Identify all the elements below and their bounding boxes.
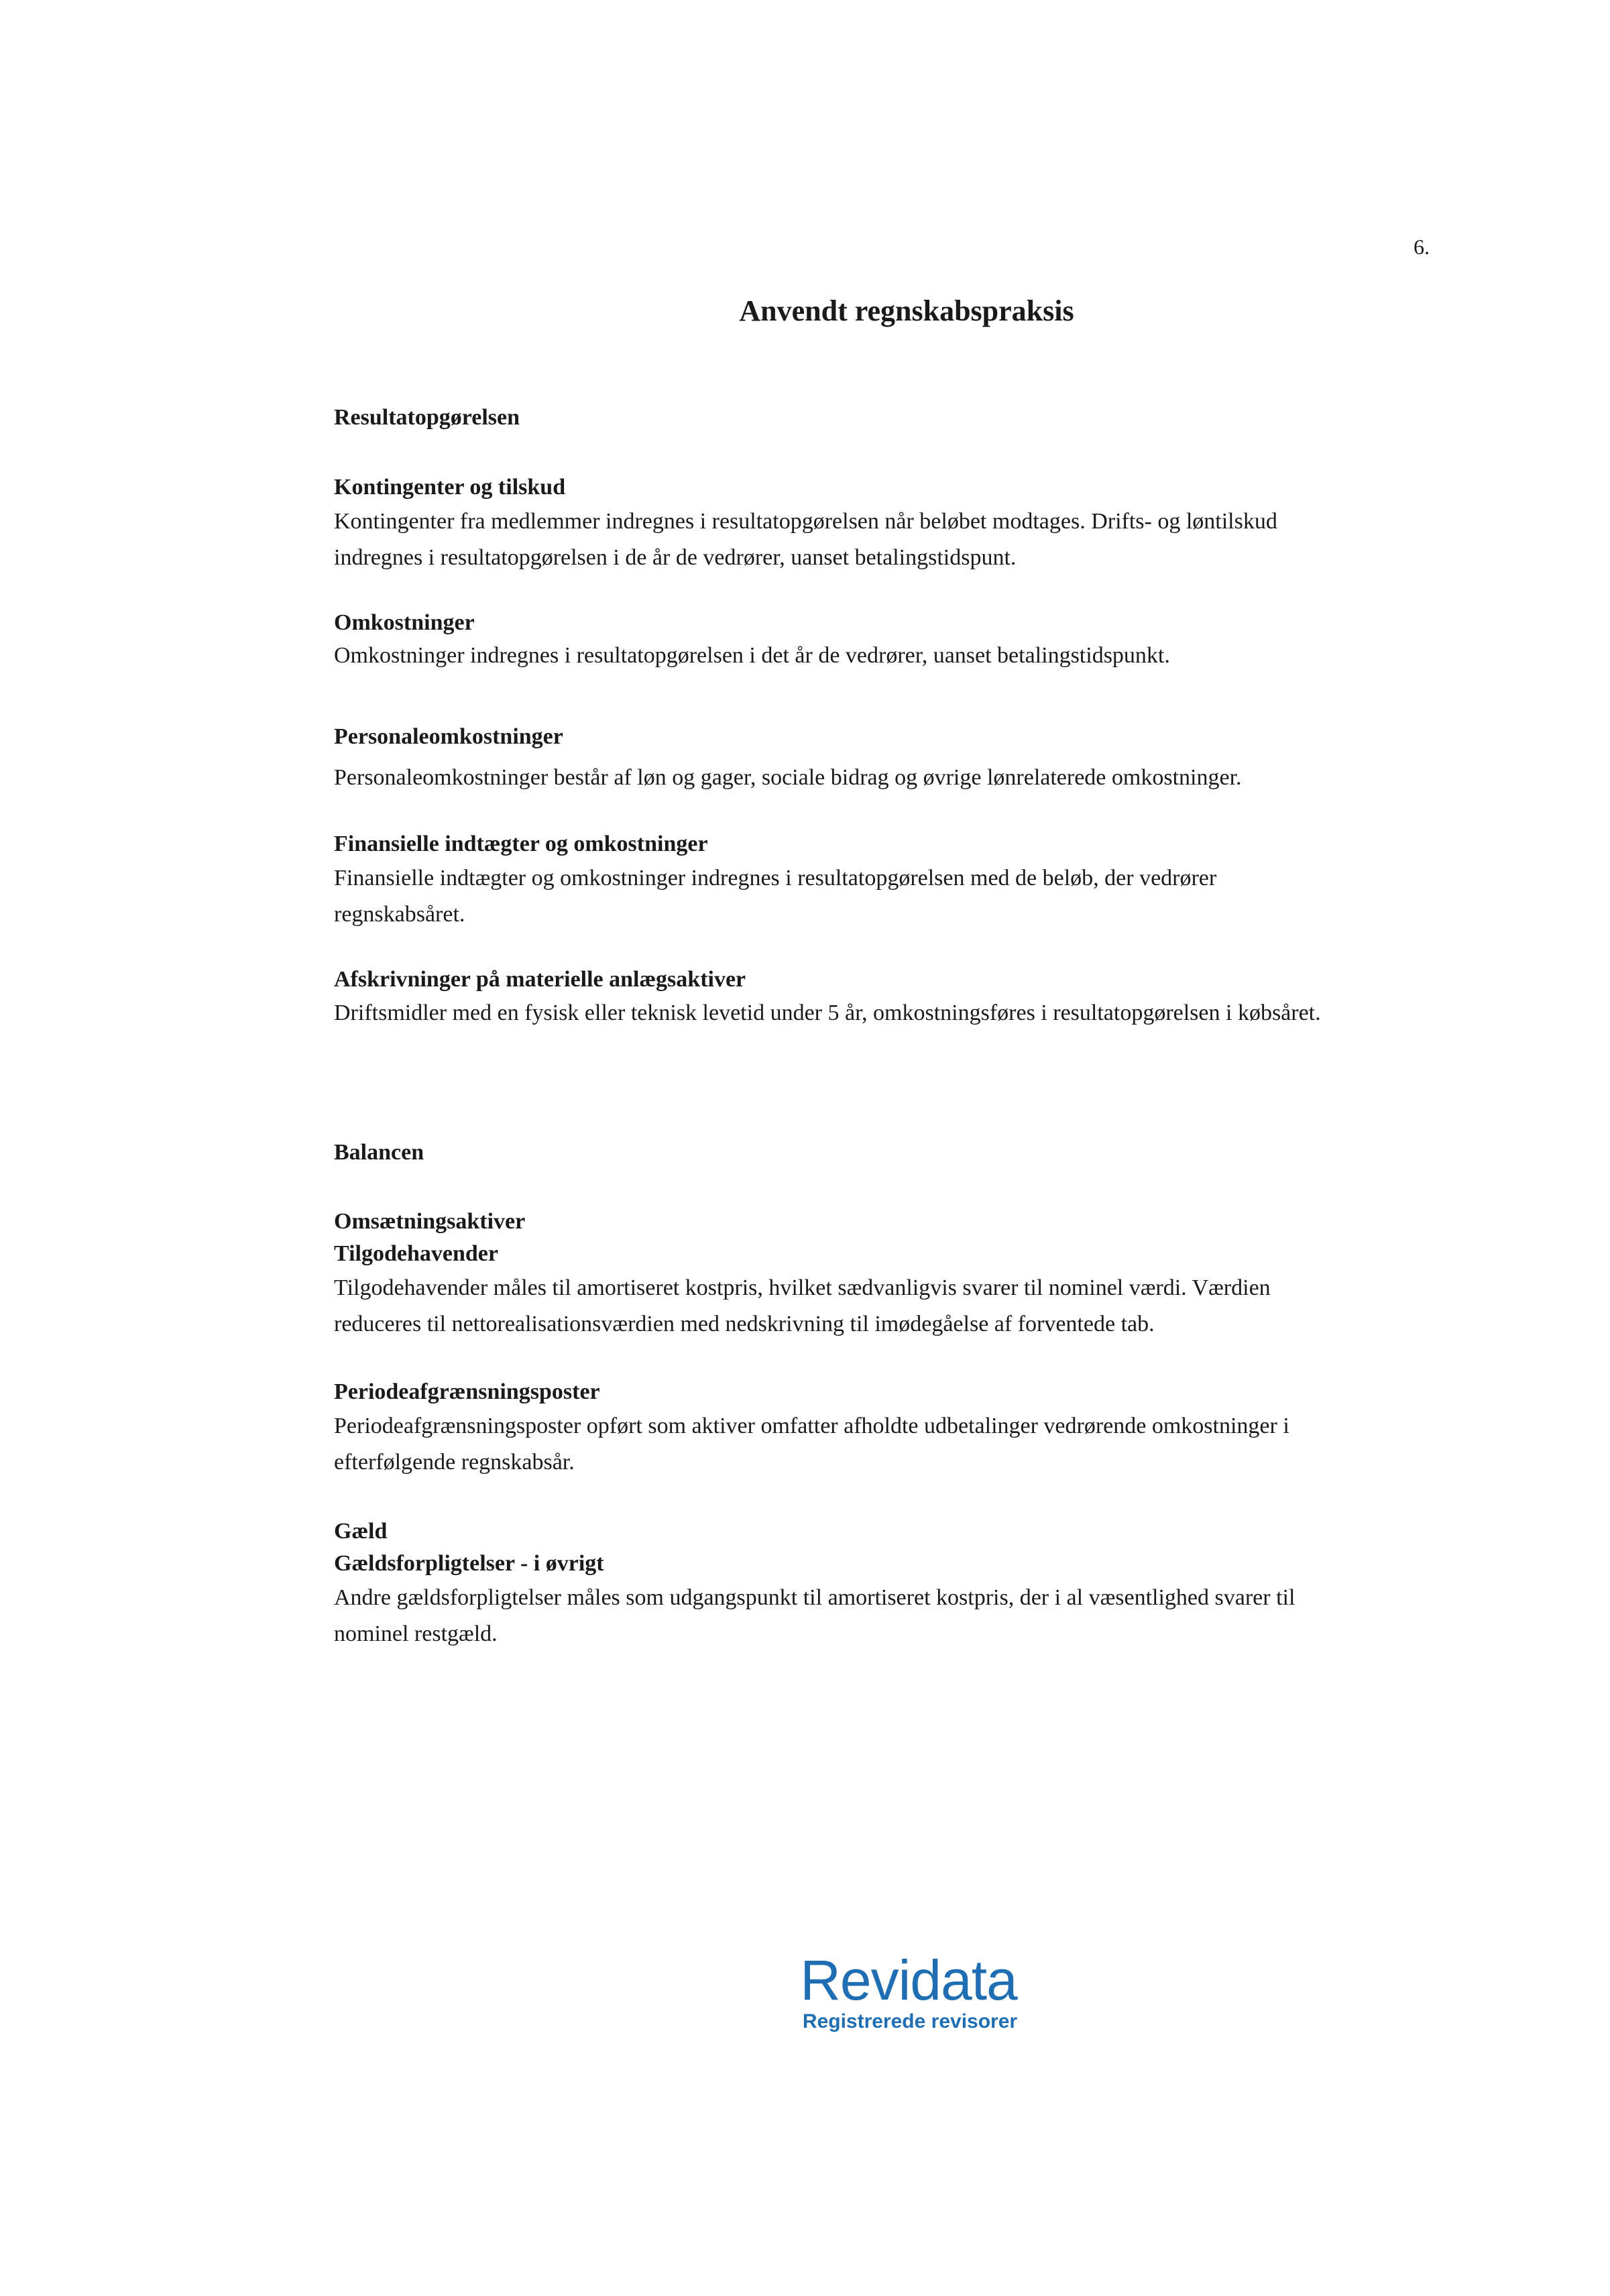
page-number: 6.: [1414, 235, 1430, 259]
paragraph-periodeafgraensning-line-2: efterfølgende regnskabsår.: [334, 1450, 575, 1475]
section-heading-balancen: Balancen: [334, 1140, 424, 1165]
subheading-personaleomkostninger: Personaleomkostninger: [334, 724, 563, 749]
subheading-afskrivninger: Afskrivninger på materielle anlægsaktiver: [334, 967, 746, 992]
page-title: Anvendt regnskabspraksis: [739, 294, 1074, 327]
subheading-omkostninger: Omkostninger: [334, 610, 475, 635]
revidata-tagline: Registrerede revisorer: [802, 2010, 1018, 2032]
paragraph-finansielle-line-2: regnskabsåret.: [334, 902, 465, 927]
paragraph-kontingenter-line-2: indregnes i resultatopgørelsen i de år de vedrører, uanset betalingstidspunt.: [334, 545, 1017, 570]
paragraph-omkostninger: Omkostninger indregnes i resultatopgørelsen i det år de vedrører, uanset betalingstidspunkt.: [334, 643, 1170, 668]
subheading-omsaetningsaktiver: Omsætningsaktiver: [334, 1209, 526, 1234]
paragraph-tilgodehavender-line-2: reduceres til nettorealisationsværdien med nedskrivning til imødegåelse af forventede tab.: [334, 1312, 1155, 1336]
subheading-finansielle: Finansielle indtægter og omkostninger: [334, 831, 708, 856]
subheading-gaeldsforpligtelser: Gældsforpligtelser - i øvrigt: [334, 1551, 604, 1576]
subheading-tilgodehavender: Tilgodehavender: [334, 1241, 498, 1266]
revidata-logo: Revidata: [800, 1949, 1017, 2012]
paragraph-personaleomkostninger: Personaleomkostninger består af løn og gager, sociale bidrag og øvrige lønrelaterede omkostninger.: [334, 765, 1242, 790]
subheading-periodeafgraensning: Periodeafgrænsningsposter: [334, 1379, 600, 1404]
paragraph-gaeldsforpligtelser-line-2: nominel restgæld.: [334, 1621, 498, 1646]
paragraph-tilgodehavender-line-1: Tilgodehavender måles til amortiseret kostpris, hvilket sædvanligvis svarer til nominel værdi. Værdien: [334, 1275, 1271, 1300]
paragraph-periodeafgraensning-line-1: Periodeafgrænsningsposter opført som aktiver omfatter afholdte udbetalinger vedrørende omkostninger i: [334, 1414, 1289, 1438]
paragraph-kontingenter-line-1: Kontingenter fra medlemmer indregnes i resultatopgørelsen når beløbet modtages. Drifts- og løntilskud: [334, 509, 1277, 534]
section-heading-resultatopgorelsen: Resultatopgørelsen: [334, 405, 520, 430]
paragraph-finansielle-line-1: Finansielle indtægter og omkostninger indregnes i resultatopgørelsen med de beløb, der vedrører: [334, 866, 1217, 891]
subheading-gaeld: Gæld: [334, 1519, 388, 1544]
subheading-kontingenter: Kontingenter og tilskud: [334, 475, 566, 500]
paragraph-afskrivninger: Driftsmidler med en fysisk eller teknisk levetid under 5 år, omkostningsføres i resultatopgørelsen i købsåret.: [334, 1000, 1321, 1025]
paragraph-gaeldsforpligtelser-line-1: Andre gældsforpligtelser måles som udgangspunkt til amortiseret kostpris, der i al væsentlighed svarer til: [334, 1585, 1296, 1610]
